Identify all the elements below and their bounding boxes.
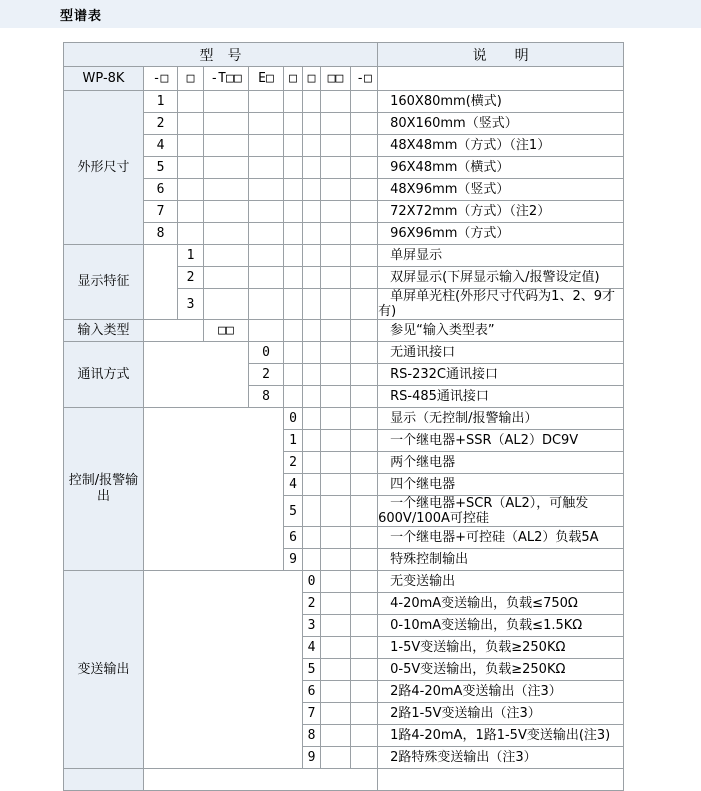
- empty-code-cell: [321, 135, 351, 157]
- empty-code-cell: [351, 571, 378, 593]
- spacer-cell: [144, 408, 284, 571]
- empty-code-cell: [351, 223, 378, 245]
- empty-code-cell: [321, 496, 351, 527]
- empty-code-cell: [303, 135, 321, 157]
- empty-code-cell: [303, 289, 321, 320]
- description-cell: 显示（无控制/报警输出）: [378, 408, 624, 430]
- section-label: [64, 769, 144, 791]
- empty-code-cell: [284, 157, 303, 179]
- empty-code-cell: [303, 201, 321, 223]
- empty-code-cell: [178, 223, 204, 245]
- empty-code-cell: [249, 201, 284, 223]
- empty-code-cell: [204, 91, 249, 113]
- empty-code-cell: [284, 201, 303, 223]
- empty-code-cell: [321, 615, 351, 637]
- code-cell: 0: [303, 571, 321, 593]
- spacer-cell: [144, 320, 204, 342]
- empty-code-cell: [321, 223, 351, 245]
- empty-code-cell: [303, 91, 321, 113]
- empty-code-cell: [249, 289, 284, 320]
- empty-code-cell: [284, 113, 303, 135]
- empty-code-cell: [284, 289, 303, 320]
- empty-code-cell: [204, 179, 249, 201]
- empty-code-cell: [284, 223, 303, 245]
- spacer-cell: [144, 245, 178, 320]
- empty-code-cell: [303, 113, 321, 135]
- code-cell: 0: [249, 342, 284, 364]
- empty-code-cell: [303, 496, 321, 527]
- code-cell: 9: [284, 549, 303, 571]
- description-cell: 2路1-5V变送输出（注3）: [378, 703, 624, 725]
- empty-code-cell: [249, 267, 284, 289]
- code-cell: 4: [284, 474, 303, 496]
- empty-code-cell: [351, 113, 378, 135]
- code-cell: 3: [303, 615, 321, 637]
- empty-code-cell: [303, 452, 321, 474]
- empty-code-cell: [284, 342, 303, 364]
- table-row: [64, 223, 624, 245]
- empty-code-cell: [284, 386, 303, 408]
- table-row: [64, 408, 624, 430]
- section-label: 外形尺寸: [64, 91, 144, 245]
- empty-code-cell: [303, 267, 321, 289]
- section-label: 通讯方式: [64, 342, 144, 408]
- model-code-cell: □: [178, 67, 204, 91]
- empty-code-cell: [321, 289, 351, 320]
- code-cell: □□: [204, 320, 249, 342]
- empty-code-cell: [204, 113, 249, 135]
- empty-code-cell: [303, 527, 321, 549]
- empty-code-cell: [178, 179, 204, 201]
- code-cell: 4: [144, 135, 178, 157]
- empty-code-cell: [351, 408, 378, 430]
- empty-code-cell: [351, 703, 378, 725]
- empty-code-cell: [204, 135, 249, 157]
- empty-code-cell: [303, 408, 321, 430]
- empty-code-cell: [321, 703, 351, 725]
- empty-code-cell: [178, 157, 204, 179]
- empty-code-cell: [178, 91, 204, 113]
- code-cell: 2: [144, 113, 178, 135]
- model-code-cell: □: [303, 67, 321, 91]
- empty-code-cell: [351, 593, 378, 615]
- code-cell: 8: [144, 223, 178, 245]
- section-label: 变送输出: [64, 571, 144, 769]
- empty-code-cell: [321, 201, 351, 223]
- empty-code-cell: [321, 549, 351, 571]
- model-prefix: WP-8K: [64, 67, 144, 91]
- description-cell: RS-485通讯接口: [378, 386, 624, 408]
- empty-code-cell: [321, 179, 351, 201]
- empty-code-cell: [321, 386, 351, 408]
- empty-code-cell: [249, 157, 284, 179]
- empty-code-cell: [351, 267, 378, 289]
- empty-code-cell: [204, 201, 249, 223]
- empty-code-cell: [351, 527, 378, 549]
- code-cell: 9: [303, 747, 321, 769]
- empty-code-cell: [204, 267, 249, 289]
- empty-code-cell: [284, 91, 303, 113]
- empty-code-cell: [321, 113, 351, 135]
- empty-code-cell: [249, 245, 284, 267]
- empty-code-cell: [321, 91, 351, 113]
- empty-code-cell: [321, 659, 351, 681]
- description-cell: 160X80mm(横式): [378, 91, 624, 113]
- empty-code-cell: [204, 223, 249, 245]
- table-row: [64, 571, 624, 593]
- code-cell: 2: [178, 267, 204, 289]
- section-label: 显示特征: [64, 245, 144, 320]
- spacer-cell: [144, 769, 378, 791]
- code-cell: 1: [178, 245, 204, 267]
- empty-code-cell: [351, 364, 378, 386]
- empty-code-cell: [351, 135, 378, 157]
- empty-code-cell: [284, 245, 303, 267]
- empty-code-cell: [178, 135, 204, 157]
- model-column-header: 型 号: [64, 43, 378, 67]
- empty-code-cell: [351, 452, 378, 474]
- empty-code-cell: [321, 747, 351, 769]
- description-cell: 80X160mm（竖式）: [378, 113, 624, 135]
- model-code-cell: E□: [249, 67, 284, 91]
- table-row: [64, 769, 624, 791]
- empty-code-cell: [178, 113, 204, 135]
- empty-code-cell: [351, 386, 378, 408]
- model-code-cell: -□: [144, 67, 178, 91]
- model-code-cell: □□: [321, 67, 351, 91]
- table-header-row: [64, 43, 624, 67]
- empty-code-cell: [303, 474, 321, 496]
- code-cell: 6: [303, 681, 321, 703]
- code-cell: 1: [284, 430, 303, 452]
- empty-code-cell: [351, 320, 378, 342]
- code-cell: 6: [284, 527, 303, 549]
- table-row: [64, 135, 624, 157]
- model-row-description: [378, 67, 624, 91]
- empty-code-cell: [321, 320, 351, 342]
- empty-code-cell: [351, 91, 378, 113]
- description-column-header: 说 明: [378, 43, 624, 67]
- empty-code-cell: [249, 91, 284, 113]
- empty-code-cell: [351, 342, 378, 364]
- empty-code-cell: [249, 179, 284, 201]
- description-cell: 双屏显示(下屏显示输入/报警设定值): [378, 267, 624, 289]
- empty-code-cell: [303, 549, 321, 571]
- empty-code-cell: [178, 201, 204, 223]
- empty-code-cell: [321, 681, 351, 703]
- empty-code-cell: [351, 615, 378, 637]
- code-cell: 8: [303, 725, 321, 747]
- empty-code-cell: [321, 430, 351, 452]
- empty-code-cell: [321, 452, 351, 474]
- empty-code-cell: [249, 223, 284, 245]
- description-cell: 96X96mm（方式）: [378, 223, 624, 245]
- empty-code-cell: [284, 364, 303, 386]
- empty-code-cell: [351, 201, 378, 223]
- code-cell: 7: [303, 703, 321, 725]
- code-cell: 2: [303, 593, 321, 615]
- empty-code-cell: [303, 342, 321, 364]
- description-cell: 72X72mm（方式）（注2）: [378, 201, 624, 223]
- description-cell: 48X48mm（方式）（注1）: [378, 135, 624, 157]
- description-cell: 两个继电器: [378, 452, 624, 474]
- code-cell: 0: [284, 408, 303, 430]
- empty-code-cell: [303, 320, 321, 342]
- model-spectrum-table: [63, 42, 624, 791]
- spacer-cell: [144, 571, 303, 769]
- empty-code-cell: [321, 571, 351, 593]
- code-cell: 1: [144, 91, 178, 113]
- empty-code-cell: [303, 386, 321, 408]
- empty-code-cell: [303, 157, 321, 179]
- table-row: [64, 201, 624, 223]
- empty-code-cell: [321, 342, 351, 364]
- empty-code-cell: [351, 430, 378, 452]
- table-row: [64, 245, 624, 267]
- empty-code-cell: [284, 179, 303, 201]
- description-cell: 1路4-20mA，1路1-5V变送输出(注3): [378, 725, 624, 747]
- table-row: [64, 342, 624, 364]
- code-cell: 5: [284, 496, 303, 527]
- description-cell: 1-5V变送输出，负载≥250KΩ: [378, 637, 624, 659]
- table-row: [64, 157, 624, 179]
- empty-code-cell: [351, 637, 378, 659]
- description-cell: 参见“输入类型表”: [378, 320, 624, 342]
- code-cell: 4: [303, 637, 321, 659]
- description-cell: 96X48mm（横式）: [378, 157, 624, 179]
- empty-code-cell: [351, 157, 378, 179]
- empty-code-cell: [303, 430, 321, 452]
- description-cell: 4-20mA变送输出，负载≤750Ω: [378, 593, 624, 615]
- section-label: 输入类型: [64, 320, 144, 342]
- empty-code-cell: [351, 725, 378, 747]
- description-cell: 四个继电器: [378, 474, 624, 496]
- table-row: [64, 179, 624, 201]
- description-cell: 无变送输出: [378, 571, 624, 593]
- spacer-cell: [144, 342, 249, 408]
- empty-code-cell: [303, 245, 321, 267]
- empty-code-cell: [351, 747, 378, 769]
- empty-code-cell: [321, 474, 351, 496]
- empty-code-cell: [249, 320, 284, 342]
- table-row: [64, 113, 624, 135]
- empty-code-cell: [303, 223, 321, 245]
- empty-code-cell: [321, 527, 351, 549]
- code-cell: 5: [144, 157, 178, 179]
- description-cell: 单屏单光柱(外形尺寸代码为1、2、9才有): [378, 289, 624, 320]
- description-cell: 一个继电器+SCR（AL2），可触发600V/100A可控硅: [378, 496, 624, 527]
- description-cell: 无通讯接口: [378, 342, 624, 364]
- empty-code-cell: [351, 289, 378, 320]
- empty-code-cell: [351, 179, 378, 201]
- code-cell: 5: [303, 659, 321, 681]
- empty-code-cell: [321, 593, 351, 615]
- empty-code-cell: [204, 157, 249, 179]
- model-code-row: [64, 67, 624, 91]
- empty-code-cell: [321, 157, 351, 179]
- empty-code-cell: [351, 549, 378, 571]
- empty-code-cell: [303, 364, 321, 386]
- empty-code-cell: [249, 135, 284, 157]
- code-cell: 7: [144, 201, 178, 223]
- description-cell: 2路特殊变送输出（注3）: [378, 747, 624, 769]
- empty-code-cell: [204, 245, 249, 267]
- code-cell: 8: [249, 386, 284, 408]
- page-title: 型谱表: [60, 8, 103, 24]
- code-cell: 6: [144, 179, 178, 201]
- description-cell: 一个继电器+SSR（AL2）DC9V: [378, 430, 624, 452]
- empty-code-cell: [321, 725, 351, 747]
- code-cell: 2: [284, 452, 303, 474]
- empty-code-cell: [284, 267, 303, 289]
- code-cell: 3: [178, 289, 204, 320]
- empty-code-cell: [321, 637, 351, 659]
- table-row: [64, 91, 624, 113]
- empty-code-cell: [284, 320, 303, 342]
- description-cell: 0-10mA变送输出，负载≤1.5KΩ: [378, 615, 624, 637]
- code-cell: 2: [249, 364, 284, 386]
- empty-code-cell: [249, 113, 284, 135]
- empty-code-cell: [351, 681, 378, 703]
- empty-code-cell: [321, 267, 351, 289]
- model-code-cell: -T□□: [204, 67, 249, 91]
- description-cell: RS-232C通讯接口: [378, 364, 624, 386]
- empty-code-cell: [321, 408, 351, 430]
- description-cell: 2路4-20mA变送输出（注3）: [378, 681, 624, 703]
- description-cell: 一个继电器+可控硅（AL2）负载5A: [378, 527, 624, 549]
- empty-code-cell: [351, 474, 378, 496]
- table-row: [64, 320, 624, 342]
- description-cell: 单屏显示: [378, 245, 624, 267]
- empty-code-cell: [351, 659, 378, 681]
- page-title-banner: [0, 0, 701, 28]
- empty-code-cell: [351, 245, 378, 267]
- empty-code-cell: [351, 496, 378, 527]
- description-cell: 48X96mm（竖式）: [378, 179, 624, 201]
- empty-code-cell: [204, 289, 249, 320]
- table-body: [64, 91, 624, 791]
- empty-code-cell: [284, 135, 303, 157]
- model-code-cell: -□: [351, 67, 378, 91]
- empty-code-cell: [303, 179, 321, 201]
- description-cell: 0-5V变送输出，负载≥250KΩ: [378, 659, 624, 681]
- description-cell: [378, 769, 624, 791]
- empty-code-cell: [321, 245, 351, 267]
- model-code-cell: □: [284, 67, 303, 91]
- description-cell: 特殊控制输出: [378, 549, 624, 571]
- section-label: 控制/报警输出: [64, 408, 144, 571]
- empty-code-cell: [321, 364, 351, 386]
